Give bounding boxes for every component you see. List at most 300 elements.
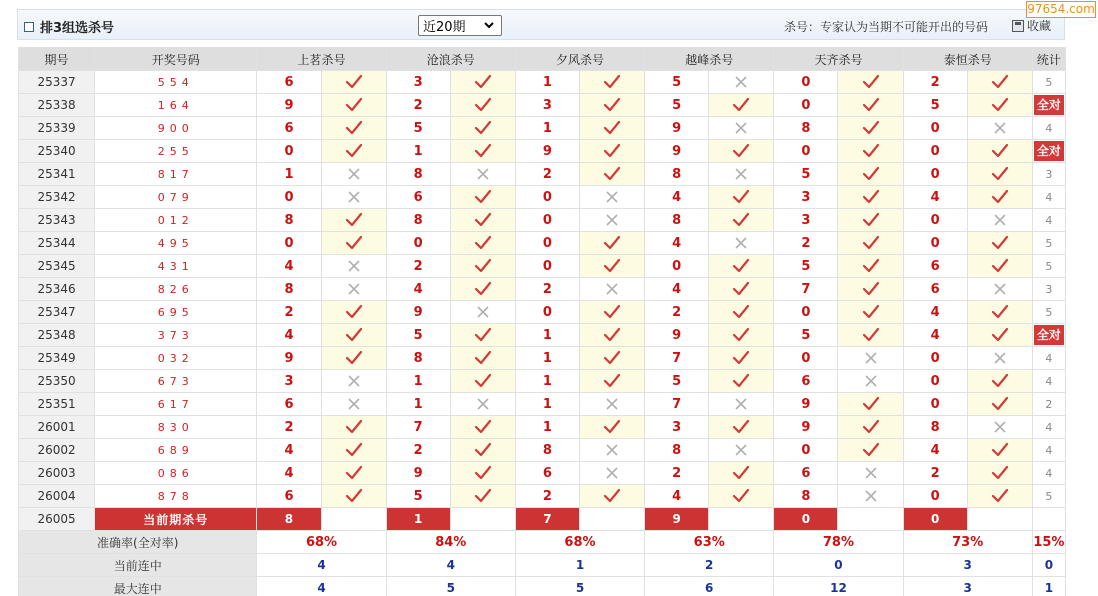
stat-cell: 5	[1032, 255, 1065, 278]
kill-number-cell: 3	[645, 416, 709, 439]
period-cell: 25340	[19, 140, 95, 163]
kill-number-cell: 4	[903, 439, 967, 462]
max-streak-value: 6	[645, 577, 774, 596]
check-icon	[450, 347, 515, 370]
kill-number-cell: 5	[645, 370, 709, 393]
all-correct-badge: 全对	[1034, 141, 1064, 161]
kill-number-cell: 6	[774, 370, 838, 393]
current-streak-value: 4	[386, 554, 515, 577]
cross-icon	[321, 163, 386, 186]
check-icon	[967, 462, 1032, 485]
period-cell: 25349	[19, 347, 95, 370]
check-icon	[321, 209, 386, 232]
check-icon	[321, 416, 386, 439]
check-icon	[579, 347, 644, 370]
accuracy-value: 63%	[645, 531, 774, 554]
check-icon	[709, 255, 774, 278]
check-icon	[838, 393, 903, 416]
draw-header: 开奖号码	[95, 48, 257, 71]
check-icon	[709, 462, 774, 485]
check-icon	[838, 439, 903, 462]
kill-number-cell: 0	[903, 347, 967, 370]
current-streak-value: 2	[645, 554, 774, 577]
kill-number-cell: 8	[257, 278, 321, 301]
check-icon	[321, 347, 386, 370]
check-icon	[450, 255, 515, 278]
kill-number-cell: 5	[774, 255, 838, 278]
kill-number-cell: 9	[645, 324, 709, 347]
check-icon	[709, 94, 774, 117]
table-row	[19, 301, 1066, 324]
kill-number-cell: 1	[386, 393, 450, 416]
check-icon	[579, 370, 644, 393]
check-icon	[450, 370, 515, 393]
kill-number-cell: 0	[515, 255, 579, 278]
kill-number-cell: 5	[386, 485, 450, 508]
cross-icon	[709, 71, 774, 94]
accuracy-value: 73%	[903, 531, 1032, 554]
check-icon	[709, 209, 774, 232]
table-row	[19, 163, 1066, 186]
kill-number-cell: 6	[257, 71, 321, 94]
check-icon	[579, 416, 644, 439]
current-kill: 9	[645, 508, 709, 531]
all-correct-badge: 全对	[1034, 95, 1064, 115]
kill-number-cell: 6	[903, 278, 967, 301]
kill-number-cell: 1	[515, 370, 579, 393]
stat-cell: 5	[1032, 301, 1065, 324]
cross-icon	[967, 416, 1032, 439]
kill-number-cell: 0	[774, 301, 838, 324]
draw-number-cell: 617	[95, 393, 257, 416]
table-row	[19, 462, 1066, 485]
kill-number-cell: 4	[257, 439, 321, 462]
kill-number-cell: 4	[645, 278, 709, 301]
kill-number-cell: 3	[515, 94, 579, 117]
check-icon	[709, 324, 774, 347]
kill-number-cell: 9	[386, 301, 450, 324]
kill-number-cell: 8	[774, 117, 838, 140]
table-row	[19, 255, 1066, 278]
cross-icon	[321, 278, 386, 301]
kill-number-cell: 4	[903, 186, 967, 209]
title-group	[24, 17, 114, 36]
period-cell: 25348	[19, 324, 95, 347]
favorite-link[interactable]	[1012, 17, 1051, 34]
kill-number-cell: 0	[774, 71, 838, 94]
check-icon	[450, 324, 515, 347]
kill-number-cell: 1	[386, 370, 450, 393]
kill-number-cell: 3	[386, 71, 450, 94]
current-stat-blank	[1032, 508, 1065, 531]
kill-number-cell: 3	[257, 370, 321, 393]
kill-number-cell: 2	[645, 301, 709, 324]
check-icon	[321, 71, 386, 94]
stat-cell	[1032, 324, 1065, 347]
kill-number-cell: 8	[257, 209, 321, 232]
period-cell: 26002	[19, 439, 95, 462]
kill-number-cell: 6	[903, 255, 967, 278]
kill-number-cell: 6	[257, 393, 321, 416]
check-icon	[967, 393, 1032, 416]
check-icon	[450, 439, 515, 462]
draw-number-cell: 900	[95, 117, 257, 140]
check-icon	[967, 485, 1032, 508]
check-icon	[450, 71, 515, 94]
site-watermark: 97654.com	[1027, 2, 1095, 16]
cross-icon	[579, 209, 644, 232]
cross-icon	[579, 439, 644, 462]
kill-number-cell: 5	[645, 94, 709, 117]
check-icon	[967, 324, 1032, 347]
period-cell: 25337	[19, 71, 95, 94]
stat-cell: 5	[1032, 71, 1065, 94]
table-row	[19, 485, 1066, 508]
kill-number-cell: 0	[257, 140, 321, 163]
table-row	[19, 140, 1066, 163]
kill-number-cell: 6	[515, 462, 579, 485]
kill-number-cell: 8	[645, 209, 709, 232]
stat-cell: 5	[1032, 485, 1065, 508]
table-header-row	[19, 48, 1066, 71]
cross-icon	[709, 393, 774, 416]
stat-cell: 4	[1032, 439, 1065, 462]
current-streak-value: 0	[774, 554, 903, 577]
kill-number-cell: 2	[257, 416, 321, 439]
check-icon	[709, 370, 774, 393]
check-icon	[450, 462, 515, 485]
draw-number-cell: 817	[95, 163, 257, 186]
kill-number-cell: 0	[515, 186, 579, 209]
check-icon	[579, 232, 644, 255]
cross-icon	[321, 255, 386, 278]
check-icon	[838, 71, 903, 94]
kill-number-cell: 1	[386, 140, 450, 163]
stat-cell: 4	[1032, 186, 1065, 209]
stat-cell: 5	[1032, 232, 1065, 255]
kill-number-cell: 6	[774, 462, 838, 485]
kill-number-cell: 4	[645, 232, 709, 255]
check-icon	[579, 94, 644, 117]
current-streak-row	[19, 554, 1066, 577]
check-icon	[838, 278, 903, 301]
check-icon	[321, 462, 386, 485]
kill-number-cell: 0	[903, 393, 967, 416]
cross-icon	[709, 163, 774, 186]
kill-number-cell: 0	[515, 209, 579, 232]
kill-number-table	[18, 47, 1066, 596]
kill-number-cell: 1	[515, 324, 579, 347]
check-icon	[709, 301, 774, 324]
draw-number-cell: 554	[95, 71, 257, 94]
current-streak-value: 1	[515, 554, 644, 577]
kill-number-cell: 8	[386, 347, 450, 370]
kill-number-cell: 4	[645, 485, 709, 508]
kill-number-cell: 3	[774, 186, 838, 209]
check-icon	[450, 278, 515, 301]
stat-cell: 3	[1032, 278, 1065, 301]
cross-icon	[967, 278, 1032, 301]
check-icon	[967, 140, 1032, 163]
kill-number-cell: 1	[515, 71, 579, 94]
kill-number-cell: 5	[903, 94, 967, 117]
check-icon	[709, 278, 774, 301]
table-row	[19, 416, 1066, 439]
stat-cell	[1032, 94, 1065, 117]
check-icon	[967, 163, 1032, 186]
check-icon	[321, 232, 386, 255]
kill-number-cell: 0	[257, 232, 321, 255]
page-title: 排3组选杀号	[40, 21, 115, 36]
kill-number-cell: 8	[386, 209, 450, 232]
period-cell: 26003	[19, 462, 95, 485]
all-correct-badge: 全对	[1034, 325, 1064, 345]
kill-number-cell: 8	[645, 439, 709, 462]
check-icon	[321, 324, 386, 347]
kill-number-cell: 2	[386, 255, 450, 278]
kill-number-cell: 2	[257, 301, 321, 324]
accuracy-value: 78%	[774, 531, 903, 554]
max-streak-value: 5	[386, 577, 515, 596]
check-icon	[838, 232, 903, 255]
check-icon	[709, 140, 774, 163]
expert-header: 泰恒杀号	[903, 48, 1032, 71]
kill-number-cell: 0	[903, 209, 967, 232]
current-period-row	[19, 508, 1066, 531]
kill-number-cell: 1	[515, 117, 579, 140]
draw-number-cell: 673	[95, 370, 257, 393]
period-cell: 25346	[19, 278, 95, 301]
check-icon	[450, 485, 515, 508]
accuracy-row	[19, 531, 1066, 554]
draw-number-cell: 695	[95, 301, 257, 324]
kill-number-cell: 9	[386, 462, 450, 485]
max-streak-value: 3	[903, 577, 1032, 596]
kill-number-cell: 4	[386, 278, 450, 301]
stat-cell: 4	[1032, 370, 1065, 393]
kill-number-cell: 7	[774, 278, 838, 301]
table-row	[19, 278, 1066, 301]
check-icon	[321, 94, 386, 117]
kill-number-cell: 9	[774, 393, 838, 416]
period-cell: 25351	[19, 393, 95, 416]
check-icon	[450, 232, 515, 255]
accuracy-label: 准确率(全对率)	[19, 531, 257, 554]
check-icon	[579, 163, 644, 186]
check-icon	[579, 324, 644, 347]
kill-number-cell: 8	[903, 416, 967, 439]
current-kill: 0	[774, 508, 838, 531]
current-streak-value: 0	[1032, 554, 1065, 577]
cross-icon	[709, 117, 774, 140]
kill-number-cell: 2	[645, 462, 709, 485]
current-kill: 7	[515, 508, 579, 531]
max-streak-value: 5	[515, 577, 644, 596]
check-icon	[450, 186, 515, 209]
check-icon	[579, 301, 644, 324]
expert-header: 沧浪杀号	[386, 48, 515, 71]
expert-header: 越峰杀号	[645, 48, 774, 71]
kill-number-cell: 0	[903, 232, 967, 255]
kill-number-cell: 4	[257, 324, 321, 347]
check-icon	[450, 209, 515, 232]
table-row	[19, 232, 1066, 255]
draw-number-cell: 012	[95, 209, 257, 232]
chevron-down-icon	[483, 19, 495, 34]
cross-icon	[579, 186, 644, 209]
period-cell: 25342	[19, 186, 95, 209]
cross-icon	[579, 278, 644, 301]
kill-number-cell: 0	[774, 347, 838, 370]
check-icon	[967, 186, 1032, 209]
current-kill-label: 当前期杀号	[95, 508, 257, 531]
kill-number-cell: 2	[903, 462, 967, 485]
table-row	[19, 324, 1066, 347]
check-icon	[838, 117, 903, 140]
kill-number-cell: 1	[515, 393, 579, 416]
kill-number-cell: 6	[257, 117, 321, 140]
current-kill: 1	[386, 508, 450, 531]
check-icon	[579, 117, 644, 140]
kill-number-cell: 0	[774, 94, 838, 117]
kill-number-cell: 4	[645, 186, 709, 209]
kill-number-cell: 2	[515, 163, 579, 186]
accuracy-value: 68%	[515, 531, 644, 554]
stat-cell: 4	[1032, 462, 1065, 485]
check-icon	[967, 370, 1032, 393]
kill-number-cell: 0	[645, 255, 709, 278]
period-cell: 25343	[19, 209, 95, 232]
kill-number-cell: 2	[903, 71, 967, 94]
current-kill-blank	[450, 508, 515, 531]
kill-number-cell: 2	[386, 439, 450, 462]
cross-icon	[450, 393, 515, 416]
save-disk-icon	[1012, 20, 1024, 32]
stat-cell: 4	[1032, 117, 1065, 140]
draw-number-cell: 373	[95, 324, 257, 347]
kill-number-cell: 3	[774, 209, 838, 232]
check-icon	[709, 485, 774, 508]
cross-icon	[321, 186, 386, 209]
cross-icon	[709, 439, 774, 462]
draw-number-cell: 689	[95, 439, 257, 462]
draw-number-cell: 878	[95, 485, 257, 508]
period-header: 期号	[19, 48, 95, 71]
kill-number-cell: 2	[515, 485, 579, 508]
cross-icon	[321, 370, 386, 393]
kill-number-cell: 2	[386, 94, 450, 117]
period-select[interactable]	[418, 15, 502, 36]
cross-icon	[579, 393, 644, 416]
current-streak-value: 4	[257, 554, 386, 577]
kill-number-cell: 0	[386, 232, 450, 255]
stat-cell: 3	[1032, 163, 1065, 186]
kill-number-cell: 0	[903, 140, 967, 163]
kill-number-cell: 8	[386, 163, 450, 186]
cross-icon	[450, 163, 515, 186]
kill-number-cell: 0	[774, 140, 838, 163]
current-kill-blank	[967, 508, 1032, 531]
check-icon	[967, 71, 1032, 94]
max-streak-label: 最大连中	[19, 577, 257, 596]
kill-number-cell: 4	[903, 301, 967, 324]
square-bullet-icon	[24, 22, 34, 32]
table-row	[19, 393, 1066, 416]
check-icon	[450, 140, 515, 163]
stat-cell: 4	[1032, 209, 1065, 232]
accuracy-value: 84%	[386, 531, 515, 554]
period-cell: 25339	[19, 117, 95, 140]
cross-icon	[321, 393, 386, 416]
period-cell: 26001	[19, 416, 95, 439]
draw-number-cell: 079	[95, 186, 257, 209]
draw-number-cell: 431	[95, 255, 257, 278]
check-icon	[838, 255, 903, 278]
check-icon	[967, 301, 1032, 324]
check-icon	[838, 163, 903, 186]
draw-number-cell: 255	[95, 140, 257, 163]
kill-number-cell: 8	[515, 439, 579, 462]
expert-header: 上茗杀号	[257, 48, 386, 71]
kill-number-cell: 0	[903, 163, 967, 186]
draw-number-cell: 086	[95, 462, 257, 485]
check-icon	[321, 301, 386, 324]
max-streak-value: 4	[257, 577, 386, 596]
current-kill-blank	[579, 508, 644, 531]
kill-number-cell: 1	[515, 347, 579, 370]
check-icon	[579, 485, 644, 508]
check-icon	[321, 117, 386, 140]
kill-number-cell: 8	[774, 485, 838, 508]
period-cell: 25344	[19, 232, 95, 255]
kill-notice: 杀号：专家认为当期不可能开出的号码	[784, 20, 989, 34]
check-icon	[838, 324, 903, 347]
period-select-value: 近20期	[423, 20, 466, 35]
check-icon	[709, 347, 774, 370]
stat-cell: 4	[1032, 347, 1065, 370]
current-kill: 0	[903, 508, 967, 531]
draw-number-cell: 164	[95, 94, 257, 117]
check-icon	[450, 416, 515, 439]
period-cell: 25345	[19, 255, 95, 278]
check-icon	[450, 94, 515, 117]
kill-number-cell: 0	[515, 232, 579, 255]
check-icon	[838, 301, 903, 324]
check-icon	[838, 186, 903, 209]
kill-number-cell: 4	[257, 462, 321, 485]
table-row	[19, 71, 1066, 94]
kill-number-cell: 9	[257, 94, 321, 117]
table-row	[19, 347, 1066, 370]
kill-number-cell: 7	[645, 393, 709, 416]
kill-number-cell: 0	[515, 301, 579, 324]
kill-number-cell: 5	[774, 163, 838, 186]
current-kill-blank	[838, 508, 903, 531]
check-icon	[450, 117, 515, 140]
accuracy-value: 15%	[1032, 531, 1065, 554]
kill-number-cell: 4	[257, 255, 321, 278]
cross-icon	[838, 485, 903, 508]
check-icon	[967, 439, 1032, 462]
kill-number-cell: 0	[257, 186, 321, 209]
cross-icon	[450, 301, 515, 324]
check-icon	[967, 94, 1032, 117]
kill-number-cell: 5	[386, 324, 450, 347]
kill-number-cell: 9	[515, 140, 579, 163]
check-icon	[838, 416, 903, 439]
check-icon	[321, 439, 386, 462]
table-row	[19, 370, 1066, 393]
